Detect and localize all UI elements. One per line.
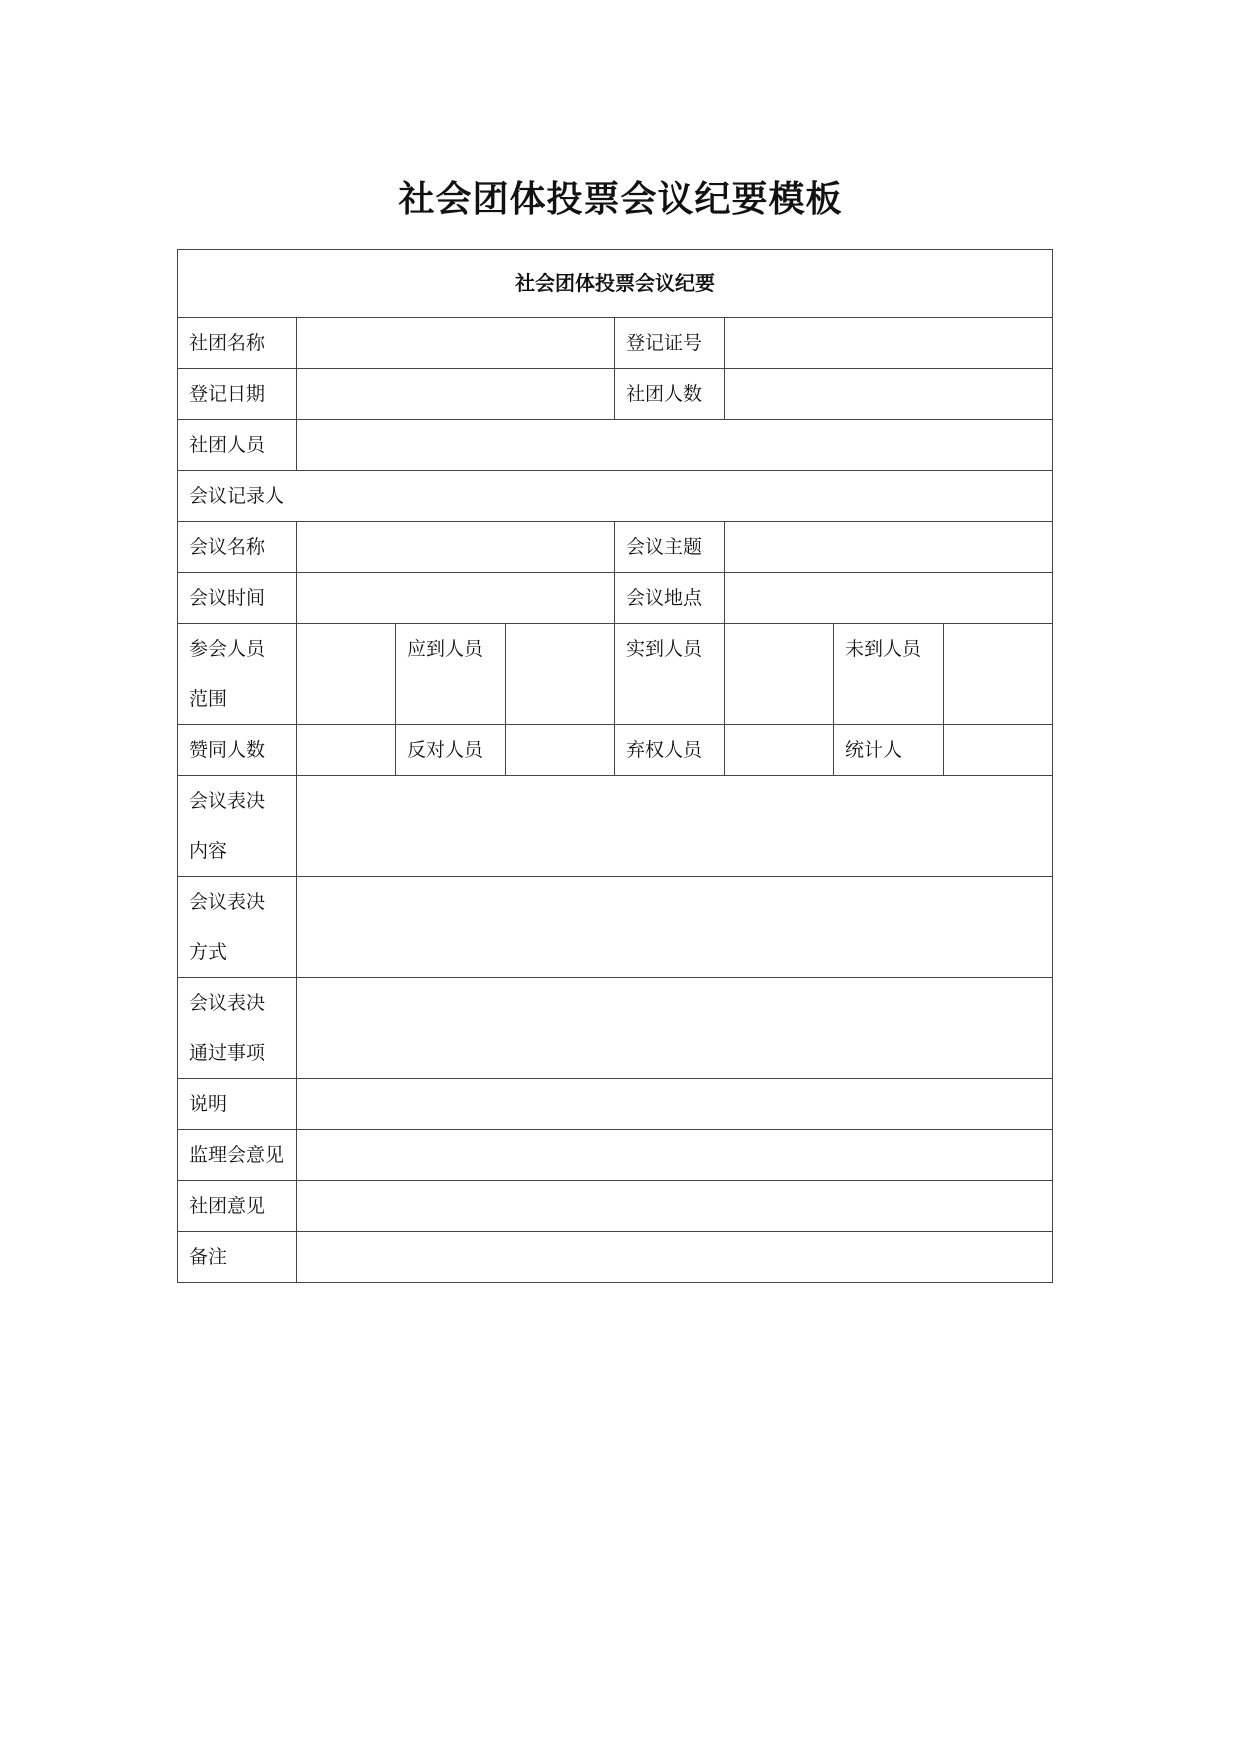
field-vote-method[interactable] [297,877,1053,978]
field-counter[interactable] [944,725,1053,776]
table-row [178,624,1053,725]
table-row [178,978,1053,1079]
table-row [178,318,1053,369]
label-attendee-scope-line2: 范围 [189,688,228,710]
label-vote-method [178,877,297,978]
table-row [178,1079,1053,1130]
field-reg-date[interactable] [297,369,615,420]
field-vote-content[interactable] [297,776,1053,877]
field-actual-attendees[interactable] [725,624,834,725]
label-meeting-name: 会议名称 [178,522,297,573]
field-notes[interactable] [297,1079,1053,1130]
label-votes-against: 反对人员 [396,725,506,776]
label-vote-content [178,776,297,877]
label-notes: 说明 [178,1079,297,1130]
field-meeting-time[interactable] [297,573,615,624]
label-actual-attendees: 实到人员 [615,624,725,725]
field-votes-for[interactable] [297,725,396,776]
table-header-row [178,250,1053,318]
table-row [178,725,1053,776]
table-row [178,420,1053,471]
label-vote-passed-line1: 会议表决 [189,992,266,1014]
field-org-name[interactable] [297,318,615,369]
table-row [178,369,1053,420]
label-supervisory-opinion: 监理会意见 [178,1130,297,1181]
meeting-minutes-table [177,249,1053,1283]
field-meeting-name[interactable] [297,522,615,573]
table-row [178,1232,1053,1283]
label-meeting-time: 会议时间 [178,573,297,624]
field-votes-against[interactable] [506,725,615,776]
table-row [178,1181,1053,1232]
field-supervisory-opinion[interactable] [297,1130,1053,1181]
label-recorder[interactable]: 会议记录人 [178,471,1053,522]
label-meeting-place: 会议地点 [615,573,725,624]
field-members[interactable] [297,420,1053,471]
label-members: 社团人员 [178,420,297,471]
label-vote-passed [178,978,297,1079]
table-row [178,776,1053,877]
field-remarks[interactable] [297,1232,1053,1283]
label-vote-method-line1: 会议表决 [189,891,266,913]
label-member-count: 社团人数 [615,369,725,420]
field-absent-attendees[interactable] [944,624,1053,725]
label-vote-content-line2: 内容 [189,840,228,862]
label-expected-attendees: 应到人员 [396,624,506,725]
label-abstentions: 弃权人员 [615,725,725,776]
label-vote-method-line2: 方式 [189,941,228,963]
label-absent-attendees: 未到人员 [834,624,944,725]
field-vote-passed[interactable] [297,978,1053,1079]
field-expected-attendees[interactable] [506,624,615,725]
label-counter: 统计人 [834,725,944,776]
label-vote-content-line1: 会议表决 [189,790,266,812]
table-row [178,1130,1053,1181]
label-attendee-scope [178,624,297,725]
label-meeting-topic: 会议主题 [615,522,725,573]
label-remarks: 备注 [178,1232,297,1283]
table-row [178,573,1053,624]
table-row [178,877,1053,978]
label-reg-date: 登记日期 [178,369,297,420]
label-org-opinion: 社团意见 [178,1181,297,1232]
field-org-opinion[interactable] [297,1181,1053,1232]
label-votes-for: 赞同人数 [178,725,297,776]
table-header: 社会团体投票会议纪要 [178,250,1053,318]
field-meeting-place[interactable] [725,573,1053,624]
field-reg-cert-no[interactable] [725,318,1053,369]
field-attendee-scope[interactable] [297,624,396,725]
label-attendee-scope-line1: 参会人员 [189,638,266,660]
label-vote-passed-line2: 通过事项 [189,1042,266,1064]
field-abstentions[interactable] [725,725,834,776]
label-org-name: 社团名称 [178,318,297,369]
document-title: 社会团体投票会议纪要模板 [398,179,843,220]
table-row [178,522,1053,573]
field-meeting-topic[interactable] [725,522,1053,573]
field-member-count[interactable] [725,369,1053,420]
table-row [178,471,1053,522]
label-reg-cert-no: 登记证号 [615,318,725,369]
